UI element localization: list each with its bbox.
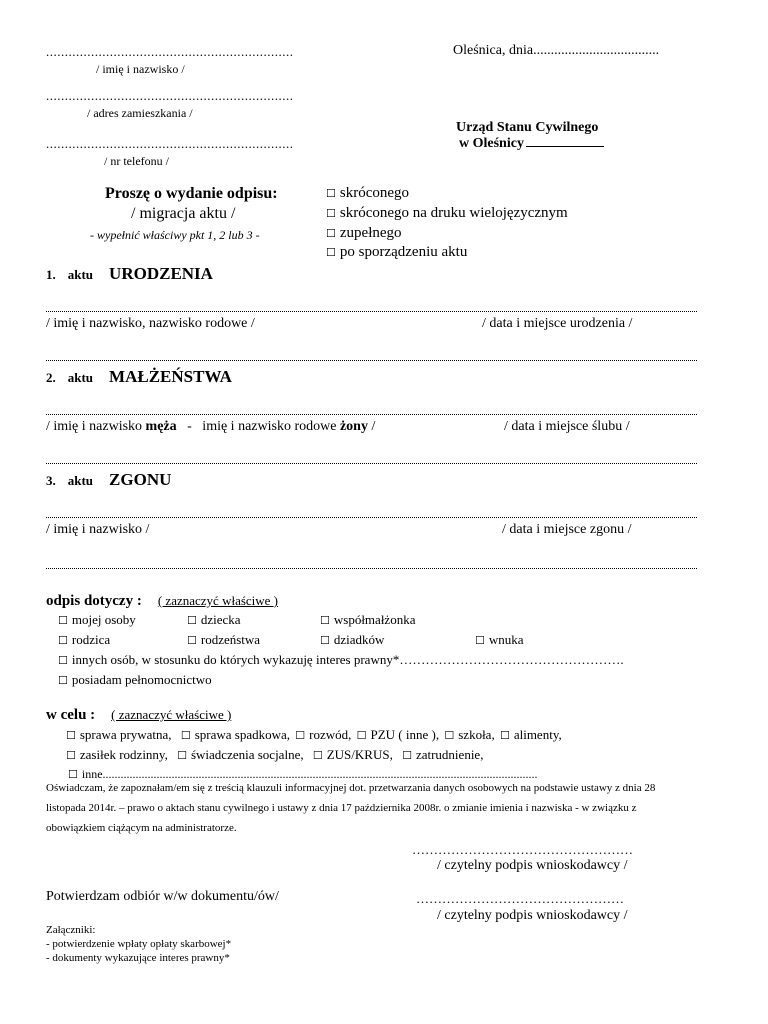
concern-label: mojej osoby [71,612,136,627]
purpose-label: PZU ( inne ), [370,727,440,742]
checkbox-icon[interactable]: ☐ [402,749,412,762]
section-title: MAŁŻEŃSTWA [109,367,232,386]
death-extra-line[interactable] [46,568,697,569]
section-title: ZGONU [109,470,172,489]
death-caption-right: / data i miejsce zgonu / [502,522,632,537]
concern-child[interactable] [187,612,241,628]
caption-part: / imię i nazwisko [46,419,146,434]
checkbox-icon[interactable]: ☐ [58,654,68,667]
purpose-divorce[interactable] [295,727,351,742]
concerns-heading [46,592,278,610]
purpose-label: sprawa prywatna, [79,727,172,742]
checkbox-icon[interactable]: ☐ [187,614,197,627]
statement-line-1: Oświadczam, że zapoznałam/em się z treścią klauzuli informacyjnej dot. przetwarzania danych osobowych na podstawie ustawy z dnia 28 [46,782,656,794]
option-label: skróconego [339,185,410,201]
purpose-inheritance[interactable] [181,727,290,742]
concern-proxy[interactable] [58,672,212,688]
purpose-title: w celu : [46,707,96,723]
purpose-label: zasiłek rodzinny, [79,747,168,762]
phone-caption: / nr telefonu / [104,154,169,168]
concern-grandchild[interactable] [475,632,524,648]
option-label: po sporządzeniu aktu [339,244,468,260]
concerns-hint: ( zaznaczyć właściwe ) [157,593,279,608]
purpose-label: świadczenia socjalne, [190,747,304,762]
section-birth-heading [46,264,213,284]
attachment-item: - dokumenty wykazujące interes prawny* [46,952,230,964]
statement-line-2: listopada 2014r. – prawo o aktach stanu cywilnego i ustawy z dnia 17 października 2008r. o zmianie imienia i nazwiska - w związku z [46,802,637,814]
option-label: skróconego na druku wielojęzycznym [339,205,568,221]
purpose-zus-krus[interactable] [313,747,393,762]
section-number: 1. [46,267,56,282]
purpose-pzu[interactable] [357,727,439,742]
section-akt: aktu [67,267,94,282]
checkbox-icon[interactable]: ☐ [326,187,336,200]
concern-label: rodzeństwa [200,632,261,647]
concern-spouse[interactable] [320,612,415,628]
purpose-row1 [66,727,562,743]
checkbox-icon[interactable]: ☐ [326,227,336,240]
checkbox-icon[interactable]: ☐ [66,729,76,742]
statement-line-3: obowiązkiem ciążącym na administratorze. [46,822,237,834]
caption-part: - imię i nazwisko rodowe [176,419,340,434]
purpose-alimony[interactable] [500,727,562,742]
purpose-heading [46,706,231,724]
place-date[interactable]: Oleśnica, dnia.................................... [453,43,660,58]
marriage-name-line[interactable] [46,414,697,415]
office-underline [526,146,604,147]
concern-label: wnuka [488,632,524,647]
birth-caption-left: / imię i nazwisko, nazwisko rodowe / [46,316,255,331]
concern-label: dziadków [333,632,385,647]
purpose-private[interactable] [66,727,172,742]
concern-label: rodzica [71,632,111,647]
birth-name-line[interactable] [46,311,697,312]
purpose-employment[interactable] [402,747,483,762]
section-akt: aktu [67,370,94,385]
checkbox-icon[interactable]: ☐ [180,729,191,742]
death-caption-left: / imię i nazwisko / [46,522,150,537]
office-name: Urząd Stanu Cywilnego [456,120,599,135]
checkbox-icon[interactable]: ☐ [320,614,330,627]
checkbox-icon[interactable]: ☐ [499,729,510,742]
address-caption: / adres zamieszkania / [87,106,193,120]
checkbox-icon[interactable]: ☐ [444,729,455,742]
marriage-extra-line[interactable] [46,463,697,464]
purpose-social-benefits[interactable] [177,747,304,762]
attachment-item: - potwierdzenie wpłaty opłaty skarbowej* [46,938,232,950]
concern-grandparents[interactable] [320,632,384,648]
checkbox-icon[interactable]: ☐ [58,634,68,647]
concern-siblings[interactable] [187,632,260,648]
request-hint: - wypełnić właściwy pkt 1, 2 lub 3 - [90,228,260,242]
option-short[interactable] [326,185,409,202]
checkbox-icon[interactable]: ☐ [475,634,485,647]
purpose-label: alimenty, [513,727,562,742]
checkbox-icon[interactable]: ☐ [356,729,367,742]
name-field-dots[interactable]: .................................................................. [46,44,294,59]
request-title: Proszę o wydanie odpisu: [105,185,278,202]
purpose-other[interactable] [68,767,538,782]
section-akt: aktu [67,473,94,488]
request-subtitle: / migracja aktu / [131,205,236,222]
option-full[interactable] [326,225,402,242]
death-name-line[interactable] [46,517,697,518]
option-multilingual[interactable] [326,205,568,222]
section-marriage-heading [46,367,232,387]
name-caption: / imię i nazwisko / [96,62,185,76]
concern-other-persons[interactable] [58,652,624,668]
purpose-label: sprawa spadkowa, [194,727,290,742]
caption-wife: żony [339,419,368,434]
birth-caption-right: / data i miejsce urodzenia / [482,316,633,331]
phone-field-dots[interactable]: .................................................................. [46,136,294,151]
marriage-caption-left [46,419,375,435]
section-number: 3. [46,473,56,488]
receipt-signature-caption: / czytelny podpis wnioskodawcy / [437,908,628,923]
checkbox-icon[interactable]: ☐ [312,749,323,762]
checkbox-icon[interactable]: ☐ [66,749,76,762]
caption-husband: męża [145,419,177,434]
section-number: 2. [46,370,56,385]
checkbox-icon[interactable]: ☐ [58,674,68,687]
signature-dots[interactable]: …………………………………………… [412,842,633,857]
purpose-family-allowance[interactable] [66,747,168,762]
purpose-other-label: inne................................................................................................................................................. [81,767,538,781]
receipt-signature-dots[interactable]: ………………………………………… [416,891,624,906]
checkbox-icon[interactable]: ☐ [326,207,336,220]
checkbox-icon[interactable]: ☐ [295,729,306,742]
address-field-dots[interactable]: .................................................................. [46,88,294,103]
signature-caption: / czytelny podpis wnioskodawcy / [437,858,628,873]
office-city [459,136,604,152]
checkbox-icon[interactable]: ☐ [320,634,330,647]
purpose-school[interactable] [444,727,494,742]
concern-label: innych osób, w stosunku do których wykazuję interes prawny*……………………………………………. [71,652,624,667]
concern-label: współmałżonka [333,612,416,627]
checkbox-icon[interactable]: ☐ [177,749,187,762]
concern-parent[interactable] [58,632,110,648]
purpose-hint: ( zaznaczyć właściwe ) [111,707,232,722]
option-after-drawing[interactable] [326,244,467,261]
purpose-label: szkoła, [458,727,495,742]
checkbox-icon[interactable]: ☐ [58,614,68,627]
purpose-label: zatrudnienie, [415,747,484,762]
birth-extra-line[interactable] [46,360,697,361]
checkbox-icon[interactable]: ☐ [187,634,197,647]
concerns-title: odpis dotyczy : [46,593,142,609]
purpose-label: ZUS/KRUS, [326,747,393,762]
marriage-caption-right: / data i miejsce ślubu / [504,419,630,434]
section-death-heading [46,470,171,490]
option-label: zupełnego [339,225,402,241]
purpose-row2 [66,747,483,763]
section-title: URODZENIA [109,264,213,283]
concern-self[interactable] [58,612,136,628]
concern-label: posiadam pełnomocnictwo [71,672,212,687]
checkbox-icon[interactable]: ☐ [326,246,336,259]
concern-label: dziecka [200,612,241,627]
checkbox-icon[interactable]: ☐ [68,768,78,781]
purpose-label: rozwód, [309,727,352,742]
attachments-title: Załączniki: [46,924,96,936]
office-city-label: w Oleśnicy [459,136,524,151]
receipt-confirmation: Potwierdzam odbiór w/w dokumentu/ów/ [46,889,279,904]
caption-part: / [367,419,376,434]
